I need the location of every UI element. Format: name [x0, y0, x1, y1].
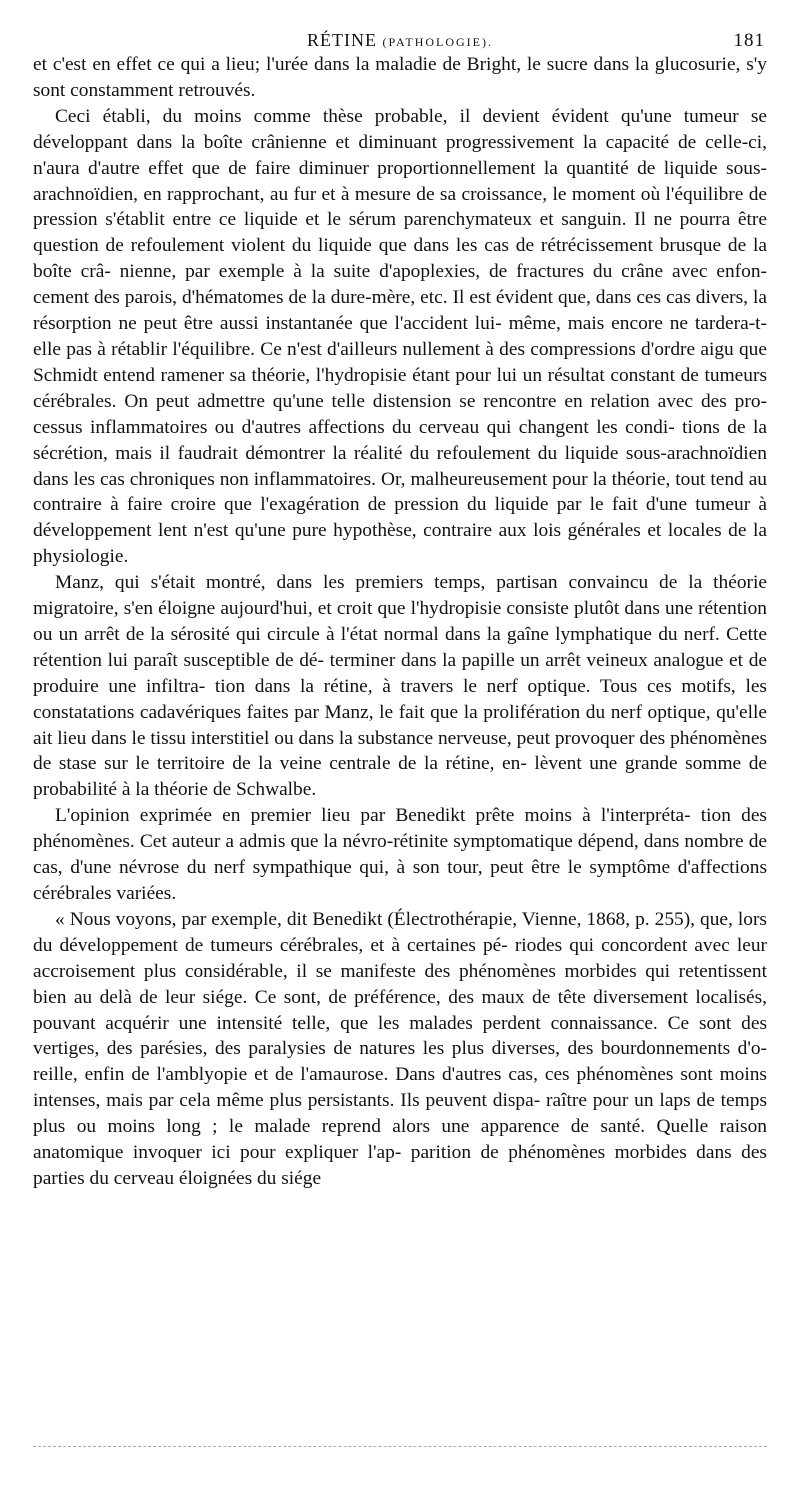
- text-line: nienne, par exemple à la suite d'apoplexies, de fractures du crâne avec enfon-: [119, 261, 767, 283]
- running-title: [33, 30, 767, 51]
- text-line: tion dans la rétine, à travers le nerf optique. Tous ces motifs, les constatations: [33, 675, 767, 723]
- book-page: [33, 26, 767, 1192]
- text-line: intensité telle, que les malades perdent connaissance. Ce sont des vertiges, des: [33, 1012, 767, 1060]
- text-line: parition de phénomènes morbides dans des parties du cerveau éloignées du siége: [33, 1142, 767, 1189]
- body-text: [33, 52, 767, 1192]
- text-line: terminer dans la papille un arrêt veineux analogue et de produire une infiltra-: [33, 649, 767, 697]
- text-line: cement des parois, d'hématomes de la dure-mère, etc. Il est évident que, dans: [33, 287, 632, 309]
- text-line: tions de la sécrétion, mais il faudrait démontrer la réalité du refoulement du: [33, 416, 768, 464]
- text-line: malheureusement pour la théorie, tout tend au contraire à faire croire que: [33, 468, 767, 516]
- text-line: plutôt dans une rétention ou un arrêt de la sérosité qui circule à l'état normal: [33, 598, 767, 645]
- text-line: quantité de liquide sous-arachnoïdien, en rapprochant, au fur et à mesure de sa: [33, 157, 767, 205]
- text-line: et c'est en effet ce qui a lieu; l'urée dans la maladie de Bright, le sucre dans la: [33, 54, 649, 75]
- text-line: lent n'est qu'une pure hypothèse, contraire aux lois générales et locales de la: [157, 520, 767, 542]
- text-line: théorie, l'hydropisie étant pour lui un résultat constant de tumeurs cérébrales.: [33, 364, 767, 412]
- text-line: croissance, le moment où l'équilibre de pression s'établit entre ce liquide et le: [33, 183, 768, 231]
- paragraph: [33, 104, 767, 570]
- text-line: même, mais encore ne tardera-t-elle pas à rétablir l'équilibre. Ce n'est d'ailleurs: [33, 313, 768, 360]
- text-line: liquide sous-arachnoïdien dans les cas chroniques non inflammatoires. Or,: [33, 442, 767, 490]
- text-line: théorie migratoire, s'en éloigne aujourd'hui, et croit que l'hydropisie consiste: [33, 572, 767, 620]
- text-line: tion des phénomènes. Cet auteur a admis que la névro-rétinite symptomatique: [33, 805, 767, 853]
- text-line: des phénomènes morbides qui retentissent bien au delà de leur siége. Ce sont,: [33, 960, 767, 1008]
- header-subtitle: (PATHOLOGIE).: [382, 35, 494, 49]
- text-line: ces cas divers, la résorption ne peut être aussi instantanée que l'accident lui-: [33, 287, 767, 335]
- text-line: raître pour un laps de temps plus ou moins long ; le malade reprend alors une: [33, 1090, 767, 1138]
- text-line: sont moins intenses, mais par cela même plus persistants. Ils peuvent dispa-: [33, 1064, 767, 1112]
- text-line: parésies, des paralysies de natures les plus diverses, des bourdonnements d'o-: [140, 1038, 767, 1060]
- text-line: « Nous voyons, par exemple, dit Benedikt (Électrothérapie, Vienne, 1868,: [55, 908, 631, 930]
- text-line: Ceci établi, du moins comme thèse probable, il devient évident qu'une tumeur: [55, 105, 739, 127]
- paragraph: [33, 52, 767, 104]
- text-line: glucosurie, s'y sont constamment retrouvés.: [33, 54, 767, 101]
- running-header: [33, 26, 767, 52]
- text-line: reille, enfin de l'amblyopie et de l'amaurose. Dans d'autres cas, ces phénomènes: [33, 1064, 674, 1086]
- text-line: L'opinion exprimée en premier lieu par Benedikt prête moins à l'interpréta-: [55, 805, 691, 827]
- text-line: se développant dans la boîte crânienne et diminuant progressivement la capacité: [33, 105, 767, 153]
- text-line: des phénomènes de stase sur le territoire de la veine centrale de la rétine, en-: [33, 727, 767, 775]
- text-line: de celle-ci, n'aura d'autre effet que de faire diminuer proportionnellement la: [33, 131, 767, 179]
- text-line: riodes qui concordent avec leur accroisement plus considérable, il se manifeste: [33, 934, 767, 982]
- footer-rule: [33, 1446, 767, 1447]
- text-line: lèvent une grande somme de probabilité à la théorie de Schwalbe.: [33, 753, 768, 801]
- text-line: Manz, qui s'était montré, dans les premiers temps, partisan convaincu de la: [55, 572, 703, 594]
- text-line: On peut admettre qu'une telle distension se rencontre en relation avec des pro-: [124, 390, 767, 412]
- text-line: violent du liquide que dans les cas de rétrécissement brusque de la boîte crâ-: [33, 235, 768, 283]
- text-line: ait lieu dans le tissu interstitiel ou dans la substance nerveuse, peut provoquer: [33, 727, 635, 749]
- text-line: p. 255), que, lors du développement de tumeurs cérébrales, et à certaines pé-: [33, 908, 767, 956]
- paragraph: [33, 907, 767, 1192]
- text-line: sérum parenchymateux et sanguin. Il ne pourra être question de refoulement: [33, 209, 767, 257]
- text-line: cadavériques faites par Manz, le fait que la prolifération du nerf optique, qu'elle: [139, 701, 767, 723]
- paragraph: [33, 803, 767, 907]
- text-line: physiologie.: [33, 546, 129, 568]
- text-line: nullement à des compressions d'ordre aigu que Schmidt entend ramener sa: [33, 338, 767, 386]
- text-line: dans la gaîne lymphatique du nerf. Cette rétention lui paraît susceptible de dé-: [33, 623, 767, 671]
- text-line: cessus inflammatoires ou d'autres affections du cerveau qui changent les condi-: [33, 416, 675, 438]
- text-line: tour, peut être le symptôme d'affections cérébrales variées.: [33, 857, 767, 904]
- text-line: l'exagération de pression du liquide par le fait d'une tumeur à développement: [33, 494, 767, 542]
- text-line: dépend, dans nombre de cas, d'une névrose du nerf sympathique qui, à son: [33, 831, 767, 879]
- text-line: apparence de santé. Quelle raison anatomique invoquer ici pour expliquer l'ap-: [33, 1116, 767, 1164]
- page-number: 181: [733, 30, 765, 51]
- paragraph: [33, 570, 767, 803]
- text-line: de préférence, des maux de tête diversement localisés, pouvant acquérir une: [33, 986, 768, 1034]
- header-title: RÉTINE: [306, 30, 377, 50]
